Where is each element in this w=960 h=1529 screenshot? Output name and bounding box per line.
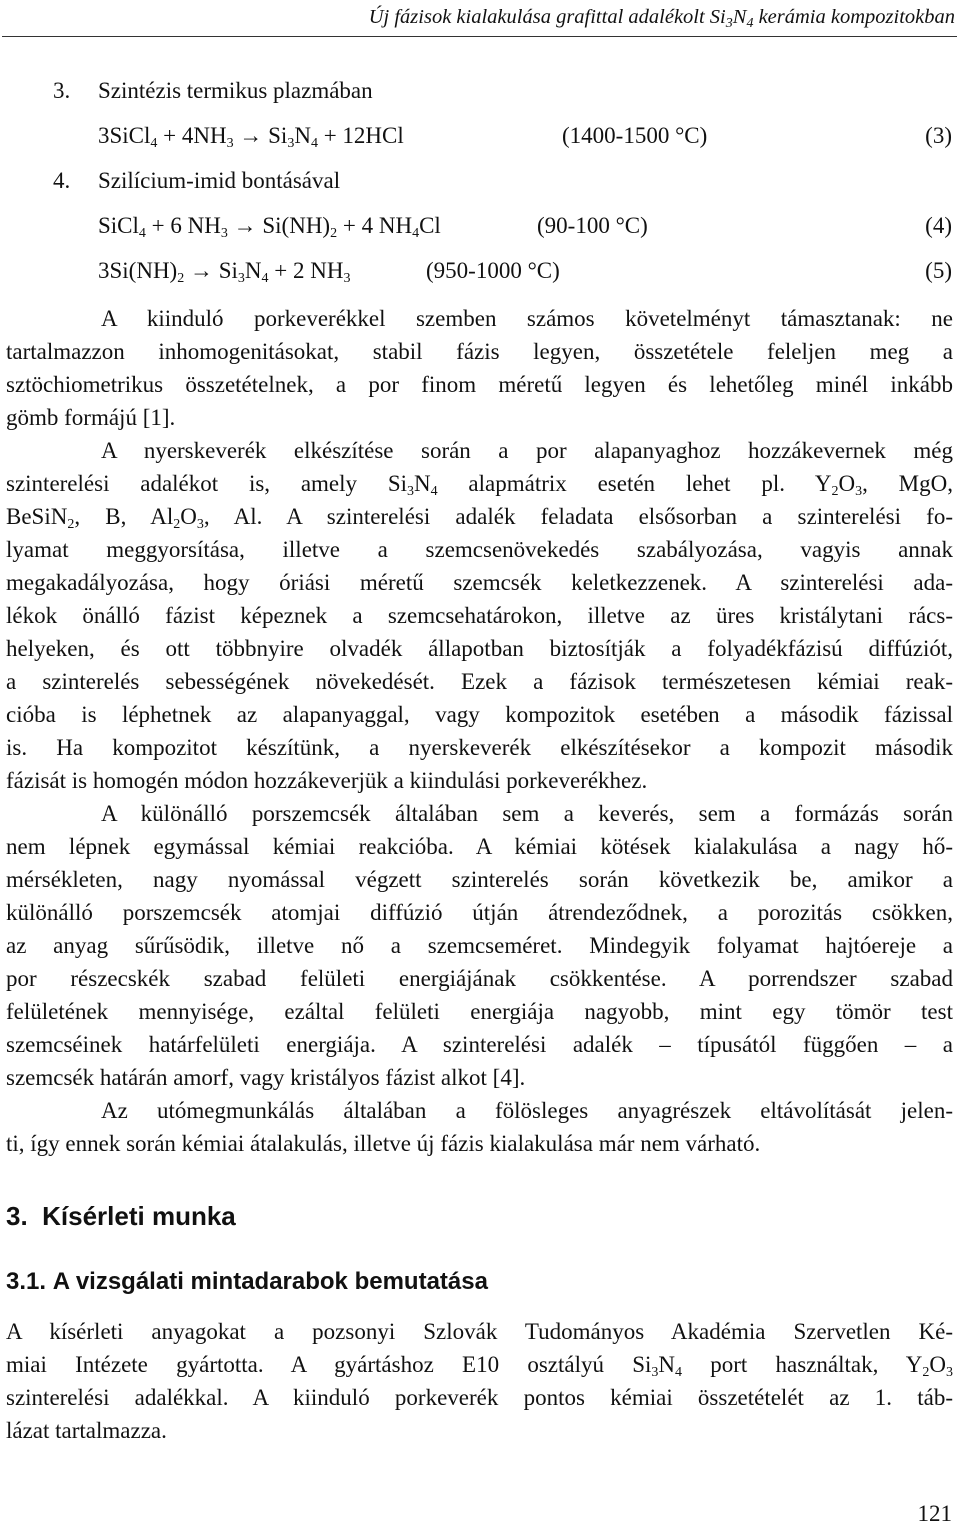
body-line: lyamat meggyorsítása, illetve a szemcsenövekedés szabályozása, vagyis annak xyxy=(6,537,953,562)
equation-expr: $3Si(NH)_2 \to Si_3N_4 + 2$ $NH_3$ xyxy=(98,258,351,286)
subsection-title: A vizsgálati mintadarabok bemutatása xyxy=(52,1268,488,1295)
body-line: A kísérleti anyagokat a pozsonyi Szlovák Tudományos Akadémia Szervetlen Ké- xyxy=(6,1319,953,1344)
equation-number: (3) xyxy=(925,123,952,148)
equation-expr: 3SiCl$_4$ + $4NH_3 \to Si_3N_4 + 12HCl$ xyxy=(98,123,404,151)
body-line: szemcséinek határfelületi energiája. A szinterelési adalék – típusától függően – a xyxy=(6,1032,953,1057)
page-number: 121 xyxy=(917,1501,952,1526)
body-line: A különálló porszemcsék általában sem a keverés, sem a formázás során xyxy=(101,801,953,826)
list-item xyxy=(53,77,70,105)
body-line: A kiinduló porkeverékkel szemben számos követelményt támasztanak: ne xyxy=(101,306,953,331)
body-line: A nyerskeverék elkészítése során a por alapanyaghoz hozzákevernek még xyxy=(101,438,953,463)
header-title: Új fázisok kialakulása grafittal adalékolt $Si_3N_4$ kerámia kompozitokban xyxy=(368,6,955,31)
list-item-label: Szilícium-imid bontásával xyxy=(98,168,341,193)
equation-condition: (90-100 °C) xyxy=(537,213,648,238)
body-line: különálló porszemcsék atomjai diffúzió útján átrendeződnek, a porozitás csökken, xyxy=(6,900,953,925)
body-line: miai Intézete gyártotta. A gyártáshoz E10 osztályú $Si_3N_4$ port használtak, $Y_2O_3$ xyxy=(6,1352,953,1380)
list-item-number: 3. xyxy=(53,78,71,103)
body-line: szinterelési adalékkal. A kiinduló porkeverék pontos kémiai összetételét az 1. táb- xyxy=(6,1385,953,1410)
list-item-label: Szintézis termikus plazmában xyxy=(98,78,373,103)
body-line: megakadályozása, hogy óriási méretű szemcsék keletkezzenek. A szinterelési ada- xyxy=(6,570,953,595)
body-line: sztöchiometrikus összetételnek, a por finom méretű legyen és lehetőleg minél inkább xyxy=(6,372,953,397)
body-line: cióba is léphetnek az alapanyaggal, vagy kompozitok esetében a második fázissal xyxy=(6,702,953,727)
subsection-heading xyxy=(6,1267,488,1297)
body-line: tartalmazzon inhomogenitásokat, stabil fázis legyen, összetétele feleljen meg a xyxy=(6,339,953,364)
body-line: is. Ha kompozitot készítünk, a nyerskeverék elkészítésekor a kompozit második xyxy=(6,735,953,760)
body-line: gömb formájú [1]. xyxy=(6,405,176,430)
body-line: helyeken, és ott többnyire olvadék állapotban biztosítják a folyadékfázisú diffúziót, xyxy=(6,636,953,661)
body-line: lékok önálló fázist képeznek a szemcsehatárokon, illetve az üres kristálytani rács- xyxy=(6,603,953,628)
body-line: szinterelési adalékot is, amely $Si_3N_4$ alapmátrix esetén lehet pl. $Y_2O_3$, MgO, xyxy=(6,471,953,499)
body-line: fázisát is homogén módon hozzákeverjük a kiindulási porkeverékhez. xyxy=(6,768,648,793)
body-line: lázat tartalmazza. xyxy=(6,1418,167,1443)
list-item xyxy=(53,167,70,195)
section-number: 3. xyxy=(6,1201,28,1231)
body-line: felületének mennyisége, ezáltal felületi energiája nagyobb, mint egy tömör test xyxy=(6,999,953,1024)
body-line: BeSiN$_2$, B, $Al_2O_3$, Al. A szinterelési adalék feladata elsősorban a szinterelési fo- xyxy=(6,504,953,532)
equation-condition: (950-1000 °C) xyxy=(426,258,560,283)
subsection-number: 3.1. xyxy=(6,1268,47,1295)
list-item-number: 4. xyxy=(53,168,71,193)
header-rule xyxy=(2,36,957,37)
body-line: a szinterelés sebességének növekedését. Ezek a fázisok természetesen kémiai reak- xyxy=(6,669,953,694)
section-heading xyxy=(6,1200,236,1232)
equation-number: (4) xyxy=(925,213,952,238)
body-line: ti, így ennek során kémiai átalakulás, illetve új fázis kialakulása már nem várható. xyxy=(6,1131,761,1156)
equation-condition: (1400-1500 °C) xyxy=(562,123,708,148)
body-line: nem lépnek egymással kémiai reakcióba. A kémiai kötések kialakulása a nagy hő- xyxy=(6,834,953,859)
body-line: por részecskék szabad felületi energiájának csökkentése. A porrendszer szabad xyxy=(6,966,953,991)
body-line: mérsékleten, nagy nyomással végzett szinterelés során következik be, amikor a xyxy=(6,867,953,892)
equation-expr: SiCl$_4$ + 6 $NH_3 \to Si(NH)_2 + 4$ $NH_4Cl$ xyxy=(98,213,441,241)
running-header xyxy=(369,3,955,31)
body-line: az anyag sűrűsödik, illetve nő a szemcseméret. Mindegyik folyamat hajtóereje a xyxy=(6,933,953,958)
section-title: Kísérleti munka xyxy=(42,1201,236,1231)
body-line: szemcsék határán amorf, vagy kristályos fázist alkot [4]. xyxy=(6,1065,526,1090)
equation-number: (5) xyxy=(925,258,952,283)
body-line: Az utómegmunkálás általában a fölösleges anyagrészek eltávolítását jelen- xyxy=(101,1098,953,1123)
